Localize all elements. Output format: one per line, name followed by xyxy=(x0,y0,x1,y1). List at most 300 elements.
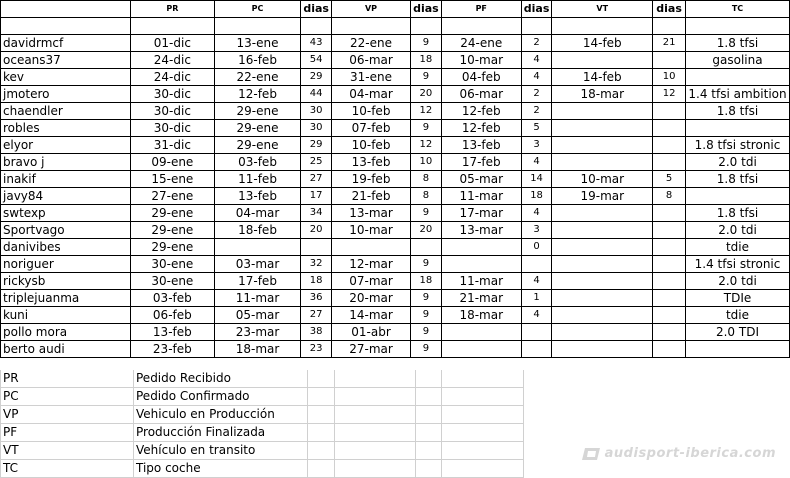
watermark-logo-icon xyxy=(581,447,601,461)
cell-name[interactable]: robles xyxy=(1,120,131,137)
cell-dias-vp[interactable]: 10 xyxy=(411,154,442,171)
cell-dias-pf[interactable]: 1 xyxy=(521,290,552,307)
cell-pf[interactable]: 11-mar xyxy=(441,188,521,205)
cell-pr[interactable]: 03-feb xyxy=(130,290,214,307)
cell-dias-vp[interactable]: 8 xyxy=(411,188,442,205)
table-row xyxy=(1,290,790,307)
cell-pr[interactable]: 15-ene xyxy=(130,171,214,188)
cell-pf[interactable]: 24-ene xyxy=(441,35,521,52)
cell-dias-vp[interactable]: 8 xyxy=(411,171,442,188)
cell-dias-vt[interactable]: 5 xyxy=(653,171,686,188)
cell-pf[interactable]: 04-feb xyxy=(441,69,521,86)
cell-dias-vp[interactable]: 9 xyxy=(411,307,442,324)
cell-tc[interactable] xyxy=(686,341,790,358)
empty-cell[interactable] xyxy=(442,442,524,460)
cell-tc[interactable]: tdie xyxy=(686,307,790,324)
cell-dias-pc[interactable]: 43 xyxy=(301,35,332,52)
header-dias-pc[interactable]: dias xyxy=(301,1,332,18)
table-row xyxy=(1,273,790,290)
cell-tc[interactable]: 1.8 tfsi xyxy=(686,171,790,188)
empty-cell[interactable] xyxy=(442,460,524,478)
cell-vp[interactable]: 21-feb xyxy=(331,188,410,205)
cell-pr[interactable]: 06-feb xyxy=(130,307,214,324)
cell-name[interactable]: oceans37 xyxy=(1,52,131,69)
cell-pc[interactable]: 11-mar xyxy=(214,290,301,307)
cell-pc[interactable]: 03-feb xyxy=(214,154,301,171)
legend-row xyxy=(1,442,524,460)
cell-vp[interactable]: 01-abr xyxy=(331,324,410,341)
cell-pr[interactable]: 30-dic xyxy=(130,103,214,120)
cell-pf[interactable]: 18-mar xyxy=(441,307,521,324)
cell-vp[interactable] xyxy=(331,239,410,256)
empty-cell[interactable] xyxy=(301,18,332,35)
empty-cell[interactable] xyxy=(552,18,653,35)
cell-dias-pc[interactable]: 23 xyxy=(301,341,332,358)
legend-row xyxy=(1,424,524,442)
cell-pr[interactable]: 29-ene xyxy=(130,222,214,239)
cell-pf[interactable]: 21-mar xyxy=(441,290,521,307)
cell-dias-vt[interactable] xyxy=(653,307,686,324)
cell-tc[interactable]: gasolina xyxy=(686,52,790,69)
cell-dias-pf[interactable]: 14 xyxy=(521,171,552,188)
cell-vp[interactable]: 10-feb xyxy=(331,137,410,154)
cell-pf[interactable]: 17-mar xyxy=(441,205,521,222)
legend-row xyxy=(1,406,524,424)
cell-dias-vt[interactable] xyxy=(653,290,686,307)
cell-pc[interactable] xyxy=(214,239,301,256)
cell-dias-vp[interactable]: 12 xyxy=(411,137,442,154)
watermark-text: audisport-iberica.com xyxy=(604,446,776,461)
cell-dias-vt[interactable]: 12 xyxy=(653,86,686,103)
cell-pr[interactable]: 24-dic xyxy=(130,52,214,69)
cell-name[interactable]: inakif xyxy=(1,171,131,188)
cell-dias-pf[interactable]: 3 xyxy=(521,137,552,154)
cell-dias-vt[interactable]: 8 xyxy=(653,188,686,205)
cell-pf[interactable]: 10-mar xyxy=(441,52,521,69)
cell-pf[interactable]: 13-mar xyxy=(441,222,521,239)
cell-dias-vp[interactable]: 9 xyxy=(411,256,442,273)
cell-vt[interactable] xyxy=(552,205,653,222)
table-row xyxy=(1,154,790,171)
empty-cell[interactable] xyxy=(442,406,524,424)
table-row xyxy=(1,52,790,69)
cell-name[interactable]: javy84 xyxy=(1,188,131,205)
cell-dias-vp[interactable]: 9 xyxy=(411,341,442,358)
cell-pc[interactable]: 16-feb xyxy=(214,52,301,69)
cell-pc[interactable]: 29-ene xyxy=(214,137,301,154)
cell-dias-vp[interactable]: 20 xyxy=(411,222,442,239)
table-row xyxy=(1,120,790,137)
cell-vt[interactable] xyxy=(552,239,653,256)
cell-dias-pf[interactable]: 2 xyxy=(521,103,552,120)
cell-pr[interactable]: 27-ene xyxy=(130,188,214,205)
table-row xyxy=(1,239,790,256)
cell-vp[interactable]: 13-mar xyxy=(331,205,410,222)
empty-cell[interactable] xyxy=(130,18,214,35)
cell-pc[interactable]: 29-ene xyxy=(214,120,301,137)
legend-description[interactable]: Pedido Confirmado xyxy=(134,388,308,406)
cell-tc[interactable]: tdie xyxy=(686,239,790,256)
legend-key[interactable]: PF xyxy=(1,424,134,442)
cell-pr[interactable]: 01-dic xyxy=(130,35,214,52)
cell-dias-vt[interactable] xyxy=(653,256,686,273)
empty-cell[interactable] xyxy=(335,370,416,388)
cell-dias-pc[interactable]: 18 xyxy=(301,273,332,290)
legend-key[interactable]: VP xyxy=(1,406,134,424)
cell-dias-pf[interactable]: 3 xyxy=(521,222,552,239)
cell-dias-pc[interactable]: 27 xyxy=(301,307,332,324)
cell-vt[interactable] xyxy=(552,103,653,120)
cell-name[interactable]: kuni xyxy=(1,307,131,324)
cell-vt[interactable] xyxy=(552,324,653,341)
cell-dias-vt[interactable] xyxy=(653,341,686,358)
cell-pc[interactable]: 13-ene xyxy=(214,35,301,52)
cell-pf[interactable]: 12-feb xyxy=(441,103,521,120)
cell-dias-pc[interactable]: 30 xyxy=(301,103,332,120)
cell-dias-vt[interactable] xyxy=(653,120,686,137)
cell-dias-pc[interactable]: 17 xyxy=(301,188,332,205)
cell-dias-vt[interactable]: 10 xyxy=(653,69,686,86)
cell-dias-pf[interactable]: 0 xyxy=(521,239,552,256)
cell-dias-vp[interactable]: 12 xyxy=(411,103,442,120)
empty-cell[interactable] xyxy=(331,18,410,35)
cell-pc[interactable]: 18-feb xyxy=(214,222,301,239)
cell-pf[interactable]: 11-mar xyxy=(441,273,521,290)
cell-vp[interactable]: 07-feb xyxy=(331,120,410,137)
cell-dias-vp[interactable]: 9 xyxy=(411,69,442,86)
cell-dias-pf[interactable] xyxy=(521,341,552,358)
cell-pc[interactable]: 03-mar xyxy=(214,256,301,273)
cell-tc[interactable]: 1.4 tfsi stronic xyxy=(686,256,790,273)
empty-cell[interactable] xyxy=(335,406,416,424)
cell-pr[interactable]: 30-ene xyxy=(130,256,214,273)
legend-table xyxy=(0,370,524,478)
cell-vt[interactable] xyxy=(552,52,653,69)
cell-pr[interactable]: 30-ene xyxy=(130,273,214,290)
cell-name[interactable]: swtexp xyxy=(1,205,131,222)
table-row xyxy=(1,103,790,120)
cell-vt[interactable] xyxy=(552,307,653,324)
cell-vt[interactable]: 18-mar xyxy=(552,86,653,103)
cell-dias-vt[interactable] xyxy=(653,137,686,154)
header-dias-vp[interactable]: dias xyxy=(411,1,442,18)
cell-pf[interactable] xyxy=(441,239,521,256)
table-row xyxy=(1,307,790,324)
empty-cell[interactable] xyxy=(442,370,524,388)
legend-description[interactable]: Vehiculo en Producción xyxy=(134,406,308,424)
cell-vt[interactable] xyxy=(552,273,653,290)
empty-cell[interactable] xyxy=(521,18,552,35)
empty-cell[interactable] xyxy=(308,406,335,424)
header-pc[interactable]: PC xyxy=(214,1,301,18)
cell-tc[interactable]: 2.0 tdi xyxy=(686,154,790,171)
cell-name[interactable]: kev xyxy=(1,69,131,86)
cell-pc[interactable]: 22-ene xyxy=(214,69,301,86)
cell-name[interactable]: bravo j xyxy=(1,154,131,171)
cell-vp[interactable]: 19-feb xyxy=(331,171,410,188)
cell-pc[interactable]: 04-mar xyxy=(214,205,301,222)
cell-dias-pc[interactable]: 44 xyxy=(301,86,332,103)
cell-tc[interactable] xyxy=(686,69,790,86)
cell-pr[interactable]: 23-feb xyxy=(130,341,214,358)
cell-dias-vp[interactable]: 9 xyxy=(411,35,442,52)
legend-row xyxy=(1,388,524,406)
empty-cell[interactable] xyxy=(441,18,521,35)
cell-vt[interactable] xyxy=(552,137,653,154)
cell-pr[interactable]: 13-feb xyxy=(130,324,214,341)
spacer-row xyxy=(1,18,790,35)
cell-pf[interactable]: 12-feb xyxy=(441,120,521,137)
cell-dias-vp[interactable] xyxy=(411,239,442,256)
legend-key[interactable]: PR xyxy=(1,370,134,388)
cell-name[interactable]: jmotero xyxy=(1,86,131,103)
cell-dias-vt[interactable] xyxy=(653,239,686,256)
cell-pr[interactable]: 30-dic xyxy=(130,86,214,103)
site-watermark xyxy=(581,446,776,461)
cell-pc[interactable]: 23-mar xyxy=(214,324,301,341)
empty-cell[interactable] xyxy=(308,460,335,478)
legend-row xyxy=(1,370,524,388)
cell-pr[interactable]: 24-dic xyxy=(130,69,214,86)
cell-pc[interactable]: 29-ene xyxy=(214,103,301,120)
cell-dias-pf[interactable]: 4 xyxy=(521,307,552,324)
cell-pf[interactable] xyxy=(441,256,521,273)
cell-vt[interactable] xyxy=(552,222,653,239)
table-row xyxy=(1,188,790,205)
cell-name[interactable]: rickysb xyxy=(1,273,131,290)
cell-dias-vt[interactable] xyxy=(653,324,686,341)
cell-name[interactable]: chaendler xyxy=(1,103,131,120)
legend-row xyxy=(1,460,524,478)
empty-cell[interactable] xyxy=(416,388,442,406)
cell-dias-pc[interactable]: 38 xyxy=(301,324,332,341)
empty-cell[interactable] xyxy=(335,424,416,442)
cell-dias-pf[interactable]: 18 xyxy=(521,188,552,205)
table-row xyxy=(1,324,790,341)
table-row xyxy=(1,222,790,239)
header-pf[interactable]: PF xyxy=(441,1,521,18)
cell-dias-pf[interactable] xyxy=(521,324,552,341)
header-dias-vt[interactable]: dias xyxy=(653,1,686,18)
empty-cell[interactable] xyxy=(442,424,524,442)
cell-dias-vp[interactable]: 18 xyxy=(411,273,442,290)
table-row xyxy=(1,69,790,86)
cell-vp[interactable]: 12-mar xyxy=(331,256,410,273)
empty-cell[interactable] xyxy=(335,388,416,406)
cell-tc[interactable]: 1.8 tfsi stronic xyxy=(686,137,790,154)
empty-cell[interactable] xyxy=(442,388,524,406)
cell-dias-pf[interactable]: 4 xyxy=(521,52,552,69)
cell-vp[interactable]: 04-mar xyxy=(331,86,410,103)
legend-description[interactable]: Pedido Recibido xyxy=(134,370,308,388)
empty-cell[interactable] xyxy=(416,424,442,442)
cell-tc[interactable]: 2.0 tdi xyxy=(686,273,790,290)
cell-vp[interactable]: 10-mar xyxy=(331,222,410,239)
cell-name[interactable]: elyor xyxy=(1,137,131,154)
cell-vt[interactable] xyxy=(552,120,653,137)
cell-pf[interactable]: 06-mar xyxy=(441,86,521,103)
cell-vp[interactable]: 14-mar xyxy=(331,307,410,324)
cell-vt[interactable] xyxy=(552,341,653,358)
cell-vp[interactable]: 22-ene xyxy=(331,35,410,52)
cell-tc[interactable]: 1.8 tfsi xyxy=(686,103,790,120)
legend-body xyxy=(1,370,524,478)
cell-dias-pc[interactable]: 29 xyxy=(301,69,332,86)
table-row xyxy=(1,35,790,52)
cell-pr[interactable]: 29-ene xyxy=(130,239,214,256)
header-row xyxy=(1,1,790,18)
cell-dias-pc[interactable]: 34 xyxy=(301,205,332,222)
cell-dias-vp[interactable]: 20 xyxy=(411,86,442,103)
cell-name[interactable]: Sportvago xyxy=(1,222,131,239)
empty-cell[interactable] xyxy=(416,370,442,388)
cell-dias-pf[interactable]: 2 xyxy=(521,35,552,52)
cell-pc[interactable]: 18-mar xyxy=(214,341,301,358)
cell-pr[interactable]: 30-dic xyxy=(130,120,214,137)
cell-dias-pf[interactable] xyxy=(521,256,552,273)
table-row xyxy=(1,137,790,154)
cell-vp[interactable]: 10-feb xyxy=(331,103,410,120)
cell-dias-vt[interactable] xyxy=(653,52,686,69)
cell-vt[interactable] xyxy=(552,154,653,171)
empty-cell[interactable] xyxy=(686,18,790,35)
cell-vp[interactable]: 13-feb xyxy=(331,154,410,171)
cell-pf[interactable]: 05-mar xyxy=(441,171,521,188)
cell-dias-pc[interactable]: 25 xyxy=(301,154,332,171)
cell-dias-vp[interactable]: 9 xyxy=(411,324,442,341)
cell-dias-pf[interactable]: 2 xyxy=(521,86,552,103)
empty-cell[interactable] xyxy=(416,442,442,460)
legend-description[interactable]: Producción Finalizada xyxy=(134,424,308,442)
cell-tc[interactable]: 1.8 tfsi xyxy=(686,205,790,222)
cell-pr[interactable]: 31-dic xyxy=(130,137,214,154)
cell-pc[interactable]: 12-feb xyxy=(214,86,301,103)
empty-cell[interactable] xyxy=(308,424,335,442)
cell-dias-vp[interactable]: 18 xyxy=(411,52,442,69)
cell-name[interactable]: noriguer xyxy=(1,256,131,273)
legend-key[interactable]: VT xyxy=(1,442,134,460)
cell-dias-vt[interactable] xyxy=(653,103,686,120)
cell-vp[interactable]: 07-mar xyxy=(331,273,410,290)
cell-vt[interactable]: 14-feb xyxy=(552,69,653,86)
cell-pr[interactable]: 09-ene xyxy=(130,154,214,171)
cell-pr[interactable]: 29-ene xyxy=(130,205,214,222)
cell-dias-pf[interactable]: 4 xyxy=(521,154,552,171)
table-row xyxy=(1,256,790,273)
cell-dias-pc[interactable]: 20 xyxy=(301,222,332,239)
cell-dias-vp[interactable]: 9 xyxy=(411,205,442,222)
cell-dias-pf[interactable]: 4 xyxy=(521,69,552,86)
cell-pf[interactable]: 17-feb xyxy=(441,154,521,171)
empty-cell[interactable] xyxy=(416,460,442,478)
cell-dias-vt[interactable] xyxy=(653,154,686,171)
cell-pc[interactable]: 11-feb xyxy=(214,171,301,188)
cell-dias-vp[interactable]: 9 xyxy=(411,290,442,307)
cell-name[interactable]: danivibes xyxy=(1,239,131,256)
cell-pc[interactable]: 17-feb xyxy=(214,273,301,290)
cell-dias-vt[interactable] xyxy=(653,273,686,290)
cell-pf[interactable]: 13-feb xyxy=(441,137,521,154)
cell-pf[interactable] xyxy=(441,341,521,358)
cell-name[interactable]: pollo mora xyxy=(1,324,131,341)
legend-description[interactable]: Tipo coche xyxy=(134,460,308,478)
header-vp[interactable]: VP xyxy=(331,1,410,18)
cell-dias-pc[interactable] xyxy=(301,239,332,256)
header-name[interactable] xyxy=(1,1,131,18)
cell-vt[interactable]: 19-mar xyxy=(552,188,653,205)
empty-cell[interactable] xyxy=(653,18,686,35)
empty-cell[interactable] xyxy=(214,18,301,35)
cell-dias-pc[interactable]: 29 xyxy=(301,137,332,154)
cell-name[interactable]: triplejuanma xyxy=(1,290,131,307)
cell-tc[interactable]: 1.8 tfsi xyxy=(686,35,790,52)
legend-key[interactable]: PC xyxy=(1,388,134,406)
cell-vp[interactable]: 06-mar xyxy=(331,52,410,69)
table-row xyxy=(1,86,790,103)
empty-cell[interactable] xyxy=(416,406,442,424)
empty-cell[interactable] xyxy=(308,370,335,388)
empty-cell[interactable] xyxy=(411,18,442,35)
cell-vp[interactable]: 31-ene xyxy=(331,69,410,86)
cell-dias-pf[interactable]: 4 xyxy=(521,273,552,290)
cell-name[interactable]: berto audi xyxy=(1,341,131,358)
cell-vt[interactable]: 14-feb xyxy=(552,35,653,52)
cell-tc[interactable] xyxy=(686,188,790,205)
table-row xyxy=(1,205,790,222)
cell-dias-pc[interactable]: 54 xyxy=(301,52,332,69)
cell-tc[interactable]: TDIe xyxy=(686,290,790,307)
cell-pc[interactable]: 05-mar xyxy=(214,307,301,324)
cell-dias-vt[interactable] xyxy=(653,205,686,222)
header-dias-pf[interactable]: dias xyxy=(521,1,552,18)
empty-cell[interactable] xyxy=(335,460,416,478)
cell-vp[interactable]: 27-mar xyxy=(331,341,410,358)
cell-pf[interactable] xyxy=(441,324,521,341)
legend-description[interactable]: Vehículo en transito xyxy=(134,442,308,460)
empty-cell[interactable] xyxy=(308,388,335,406)
cell-tc[interactable]: 2.0 tdi xyxy=(686,222,790,239)
header-vt[interactable]: VT xyxy=(552,1,653,18)
cell-vt[interactable] xyxy=(552,256,653,273)
legend-key[interactable]: TC xyxy=(1,460,134,478)
cell-dias-vt[interactable] xyxy=(653,222,686,239)
table-row xyxy=(1,171,790,188)
header-pr[interactable]: PR xyxy=(130,1,214,18)
sheet-body xyxy=(1,1,790,358)
cell-dias-vt[interactable]: 21 xyxy=(653,35,686,52)
cell-dias-pc[interactable]: 30 xyxy=(301,120,332,137)
cell-vt[interactable] xyxy=(552,290,653,307)
cell-name[interactable]: davidrmcf xyxy=(1,35,131,52)
cell-dias-pc[interactable]: 32 xyxy=(301,256,332,273)
empty-cell[interactable] xyxy=(308,442,335,460)
cell-dias-vp[interactable]: 9 xyxy=(411,120,442,137)
empty-cell[interactable] xyxy=(1,18,131,35)
header-tc[interactable]: TC xyxy=(686,1,790,18)
cell-dias-pf[interactable]: 5 xyxy=(521,120,552,137)
cell-tc[interactable]: 1.4 tfsi ambition xyxy=(686,86,790,103)
cell-tc[interactable]: 2.0 TDI xyxy=(686,324,790,341)
empty-cell[interactable] xyxy=(335,442,416,460)
cell-dias-pc[interactable]: 36 xyxy=(301,290,332,307)
cell-vt[interactable]: 10-mar xyxy=(552,171,653,188)
table-row xyxy=(1,341,790,358)
cell-pc[interactable]: 13-feb xyxy=(214,188,301,205)
cell-dias-pf[interactable]: 4 xyxy=(521,205,552,222)
cell-vp[interactable]: 20-mar xyxy=(331,290,410,307)
cell-dias-pc[interactable]: 27 xyxy=(301,171,332,188)
cell-tc[interactable] xyxy=(686,120,790,137)
